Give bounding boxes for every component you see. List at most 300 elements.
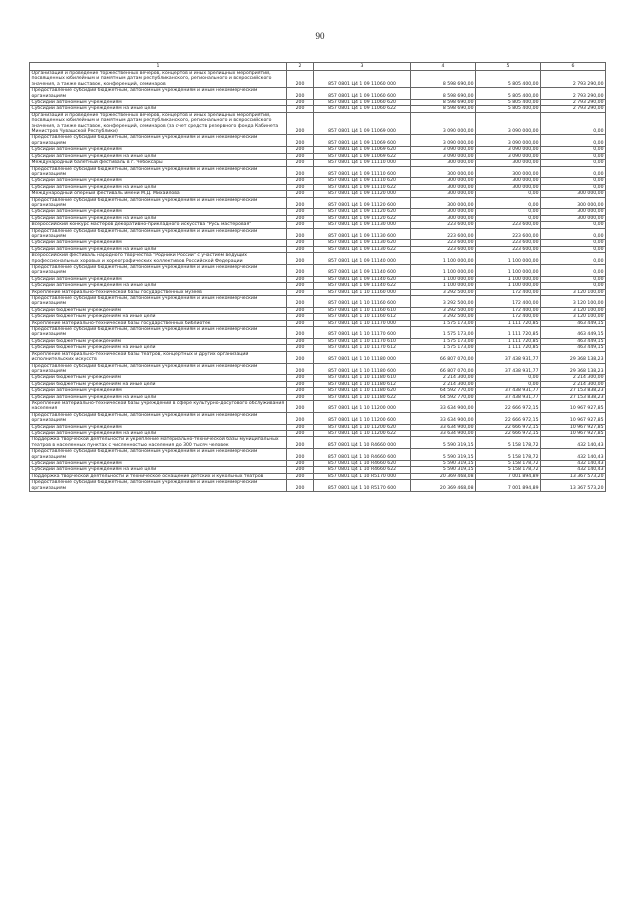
row-amount: 5 805 400,00: [476, 88, 541, 100]
row-amount: 223 600,00: [476, 228, 541, 240]
row-amount: 22 666 972,15: [476, 400, 541, 412]
row-amount: 2 793 290,00: [541, 71, 606, 88]
row-amount: 1 100 000,00: [411, 265, 476, 277]
row-amount: 37 438 931,77: [476, 388, 541, 394]
row-code: 200: [287, 228, 314, 240]
row-amount: 3 120 100,00: [541, 296, 606, 308]
row-classification-code: 857 0801 Ц4 1 09 11140 000: [314, 253, 411, 265]
row-amount: 223 600,00: [476, 246, 541, 252]
row-amount: 463 449,15: [541, 320, 606, 326]
row-description: Международный балетный фестиваль в г. Чебоксары: [30, 160, 287, 166]
row-classification-code: 857 0801 Ц4 1 10 11170 600: [314, 327, 411, 339]
row-code: 200: [287, 307, 314, 313]
row-code: 200: [287, 106, 314, 112]
row-code: 200: [287, 135, 314, 147]
row-description: Организация и проведение торжественных вечеров, концертов и иных зрелищных мероприятий, посвященных юбилейным и памятным датам республиканского, регионального и всероссийского значения, а также выставок, конференций, семинаров: [30, 71, 287, 88]
row-amount: 5 590 319,15: [411, 467, 476, 473]
row-amount: 300 000,00: [476, 160, 541, 166]
column-header: 3: [314, 63, 411, 71]
row-amount: 5 158 178,72: [476, 449, 541, 461]
row-amount: 10 967 927,85: [541, 412, 606, 424]
row-classification-code: 857 0801 Ц4 1 10 11160 600: [314, 296, 411, 308]
table-row: [30, 351, 606, 363]
row-amount: 5 590 319,15: [411, 461, 476, 467]
row-amount: 8 598 690,00: [411, 71, 476, 88]
row-description: Субсидии автономным учреждениям на иные цели: [30, 246, 287, 252]
row-description: Субсидии бюджетным учреждениям на иные цели: [30, 381, 287, 387]
row-description: Субсидии автономным учреждениям: [30, 209, 287, 215]
row-description: Укрепление материально-технической базы государственных музеев: [30, 289, 287, 295]
row-classification-code: 857 0801 Ц4 1 09 11110 000: [314, 160, 411, 166]
row-amount: 0,00: [541, 178, 606, 184]
row-amount: 64 592 770,00: [411, 394, 476, 400]
row-classification-code: 857 0801 Ц4 1 09 11069 000: [314, 112, 411, 135]
row-code: 200: [287, 345, 314, 351]
row-code: 200: [287, 314, 314, 320]
row-amount: 3 120 100,00: [541, 307, 606, 313]
row-amount: 33 634 900,00: [411, 430, 476, 436]
row-code: 200: [287, 191, 314, 197]
row-code: 200: [287, 437, 314, 449]
row-amount: 2 214 300,00: [541, 375, 606, 381]
row-description: Предоставление субсидий бюджетным, автономным учреждениям и иным некоммерческим организациям: [30, 296, 287, 308]
row-classification-code: 857 0801 Ц4 1 10 11200 622: [314, 430, 411, 436]
row-amount: 3 292 500,00: [411, 289, 476, 295]
row-amount: 1 100 000,00: [411, 283, 476, 289]
row-amount: 432 140,43: [541, 461, 606, 467]
row-amount: 0,00: [541, 222, 606, 228]
row-amount: 0,00: [541, 265, 606, 277]
row-code: 200: [287, 424, 314, 430]
row-amount: 10 967 927,85: [541, 400, 606, 412]
row-amount: 223 600,00: [411, 228, 476, 240]
row-code: 200: [287, 338, 314, 344]
budget-table: [29, 62, 606, 492]
column-header: 6: [541, 63, 606, 71]
row-classification-code: 857 0801 Ц4 1 10 11160 612: [314, 314, 411, 320]
row-amount: 300 000,00: [476, 166, 541, 178]
row-amount: 0,00: [541, 276, 606, 282]
row-amount: 172 400,00: [476, 289, 541, 295]
row-description: Субсидии автономным учреждениям на иные цели: [30, 430, 287, 436]
row-code: 200: [287, 320, 314, 326]
row-classification-code: 857 0801 Ц4 1 10 R4660 622: [314, 467, 411, 473]
row-amount: 1 100 000,00: [476, 276, 541, 282]
row-code: 200: [287, 480, 314, 492]
table-row: [30, 400, 606, 412]
row-code: 200: [287, 289, 314, 295]
row-amount: 300 000,00: [411, 215, 476, 221]
row-amount: 0,00: [541, 147, 606, 153]
table-row: [30, 363, 606, 375]
row-amount: 223 600,00: [411, 246, 476, 252]
table-row: [30, 327, 606, 339]
row-amount: 27 153 838,23: [541, 394, 606, 400]
row-amount: 0,00: [476, 381, 541, 387]
row-classification-code: 857 0801 Ц4 1 09 11120 000: [314, 191, 411, 197]
row-description: Укрепление материально-технической базы учреждений в сфере культурно-досугового обслуживания населения: [30, 400, 287, 412]
row-amount: 0,00: [476, 191, 541, 197]
row-amount: 300 000,00: [541, 209, 606, 215]
row-description: Субсидии бюджетным учреждениям: [30, 307, 287, 313]
row-amount: 0,00: [541, 184, 606, 190]
row-amount: 1 111 720,85: [476, 345, 541, 351]
row-amount: 22 666 972,15: [476, 430, 541, 436]
row-amount: 33 634 900,00: [411, 400, 476, 412]
row-amount: 300 000,00: [411, 160, 476, 166]
row-amount: 463 449,15: [541, 327, 606, 339]
row-amount: 0,00: [541, 160, 606, 166]
row-amount: 1 100 000,00: [411, 276, 476, 282]
row-classification-code: 857 0801 Ц4 1 10 11170 000: [314, 320, 411, 326]
row-classification-code: 857 0801 Ц4 1 09 11110 620: [314, 178, 411, 184]
row-amount: 300 000,00: [411, 178, 476, 184]
row-classification-code: 857 0801 Ц4 1 09 11110 622: [314, 184, 411, 190]
row-amount: 37 438 931,77: [476, 394, 541, 400]
row-description: Предоставление субсидий бюджетным, автономным учреждениям и иным некоммерческим организациям: [30, 228, 287, 240]
row-amount: 37 438 931,77: [476, 351, 541, 363]
row-amount: 5 590 319,15: [411, 437, 476, 449]
row-description: Субсидии бюджетным учреждениям: [30, 338, 287, 344]
row-description: Всероссийский конкурс мастеров декоративно-прикладного искусства "Русь мастеровая": [30, 222, 287, 228]
row-amount: 3 090 000,00: [411, 153, 476, 159]
row-amount: 300 000,00: [476, 184, 541, 190]
row-classification-code: 857 0801 Ц4 1 09 11120 622: [314, 215, 411, 221]
row-amount: 223 600,00: [476, 222, 541, 228]
table-row: [30, 437, 606, 449]
row-classification-code: 857 0801 Ц4 1 09 11069 600: [314, 135, 411, 147]
row-amount: 3 090 000,00: [476, 135, 541, 147]
row-amount: 0,00: [541, 112, 606, 135]
row-amount: 3 292 500,00: [411, 307, 476, 313]
row-classification-code: 857 0801 Ц4 1 10 R4660 000: [314, 437, 411, 449]
row-description: Укрепление материально-технической базы государственных библиотек: [30, 320, 287, 326]
row-amount: 2 793 290,00: [541, 106, 606, 112]
row-code: 200: [287, 461, 314, 467]
row-amount: 29 368 138,23: [541, 351, 606, 363]
row-code: 200: [287, 276, 314, 282]
row-amount: 8 598 690,00: [411, 106, 476, 112]
table-row: [30, 228, 606, 240]
row-amount: 3 090 000,00: [411, 147, 476, 153]
table-row: [30, 112, 606, 135]
row-amount: 0,00: [541, 253, 606, 265]
row-amount: 7 001 894,89: [476, 480, 541, 492]
row-amount: 2 793 290,00: [541, 100, 606, 106]
row-amount: 300 000,00: [476, 178, 541, 184]
table-row: [30, 71, 606, 88]
row-amount: 0,00: [476, 375, 541, 381]
table-row: [30, 265, 606, 277]
row-amount: 223 600,00: [476, 240, 541, 246]
row-code: 200: [287, 88, 314, 100]
row-description: Поддержка творческой деятельности и укрепление материально-технической базы муниципальных театров в населенных пунктах с численностью населения до 300 тысяч человек: [30, 437, 287, 449]
row-amount: 37 438 931,77: [476, 363, 541, 375]
column-header: 5: [476, 63, 541, 71]
row-description: Поддержка творческой деятельности и техническое оснащение детских и кукольных театров: [30, 473, 287, 479]
row-description: Предоставление субсидий бюджетным, автономным учреждениям и иным некоммерческим организациям: [30, 88, 287, 100]
row-classification-code: 857 0801 Ц4 1 10 11160 610: [314, 307, 411, 313]
row-description: Предоставление субсидий бюджетным, автономным учреждениям и иным некоммерческим организациям: [30, 449, 287, 461]
row-description: Субсидии автономным учреждениям: [30, 388, 287, 394]
row-amount: 5 590 319,15: [411, 449, 476, 461]
row-amount: 172 400,00: [476, 314, 541, 320]
column-header: 4: [411, 63, 476, 71]
row-code: 200: [287, 283, 314, 289]
row-amount: 0,00: [541, 166, 606, 178]
column-header: 2: [287, 63, 314, 71]
row-code: 200: [287, 394, 314, 400]
row-amount: 3 090 000,00: [476, 112, 541, 135]
row-amount: 0,00: [541, 153, 606, 159]
row-amount: 0,00: [541, 135, 606, 147]
row-code: 200: [287, 400, 314, 412]
row-classification-code: 857 0801 Ц4 1 10 11180 620: [314, 388, 411, 394]
row-classification-code: 857 0801 Ц4 1 09 11130 000: [314, 222, 411, 228]
row-amount: 33 634 900,00: [411, 424, 476, 430]
column-header: 1: [30, 63, 287, 71]
row-amount: 300 000,00: [541, 215, 606, 221]
row-description: Субсидии автономным учреждениям: [30, 461, 287, 467]
row-description: Укрепление материально-технической базы театров, концертных и других организаций исполнительских искусств: [30, 351, 287, 363]
row-code: 200: [287, 388, 314, 394]
row-amount: 3 090 000,00: [411, 112, 476, 135]
row-description: Международный оперный фестиваль имени М.Д. Михайлова: [30, 191, 287, 197]
row-code: 200: [287, 71, 314, 88]
row-description: Субсидии автономным учреждениям на иные цели: [30, 106, 287, 112]
row-amount: 0,00: [541, 228, 606, 240]
row-classification-code: 857 0801 Ц4 1 09 11130 600: [314, 228, 411, 240]
row-description: Субсидии автономным учреждениям: [30, 424, 287, 430]
table-row: [30, 296, 606, 308]
row-description: Предоставление субсидий бюджетным, автономным учреждениям и иным некоммерческим организациям: [30, 412, 287, 424]
row-code: 200: [287, 430, 314, 436]
row-classification-code: 857 0801 Ц4 1 09 11140 622: [314, 283, 411, 289]
table-row: [30, 166, 606, 178]
row-amount: 300 000,00: [411, 197, 476, 209]
row-amount: 3 120 100,00: [541, 289, 606, 295]
row-classification-code: 857 0801 Ц4 1 10 R5170 000: [314, 473, 411, 479]
row-amount: 64 592 770,00: [411, 388, 476, 394]
row-classification-code: 857 0801 Ц4 1 09 11060 000: [314, 71, 411, 88]
row-amount: 66 807 070,00: [411, 351, 476, 363]
row-description: Субсидии автономным учреждениям: [30, 100, 287, 106]
row-amount: 22 666 972,15: [476, 412, 541, 424]
row-amount: 1 100 000,00: [411, 253, 476, 265]
row-amount: 7 001 894,89: [476, 473, 541, 479]
row-amount: 5 158 178,72: [476, 467, 541, 473]
row-classification-code: 857 0801 Ц4 1 10 11170 610: [314, 338, 411, 344]
row-classification-code: 857 0801 Ц4 1 09 11060 620: [314, 100, 411, 106]
row-code: 200: [287, 296, 314, 308]
row-code: 200: [287, 166, 314, 178]
row-amount: 5 805 400,00: [476, 106, 541, 112]
row-amount: 1 575 173,00: [411, 320, 476, 326]
row-classification-code: 857 0801 Ц4 1 10 11180 622: [314, 394, 411, 400]
row-code: 200: [287, 381, 314, 387]
row-amount: 10 967 927,85: [541, 424, 606, 430]
row-description: Субсидии автономным учреждениям: [30, 240, 287, 246]
row-amount: 172 400,00: [476, 307, 541, 313]
row-code: 200: [287, 327, 314, 339]
row-amount: 1 575 173,00: [411, 338, 476, 344]
row-description: Предоставление субсидий бюджетным, автономным учреждениям и иным некоммерческим организациям: [30, 166, 287, 178]
row-description: Предоставление субсидий бюджетным, автономным учреждениям и иным некоммерческим организациям: [30, 197, 287, 209]
row-description: Субсидии автономным учреждениям: [30, 178, 287, 184]
row-amount: 3 292 500,00: [411, 314, 476, 320]
table-body: [30, 71, 606, 492]
row-amount: 0,00: [541, 240, 606, 246]
row-classification-code: 857 0801 Ц4 1 10 11180 000: [314, 351, 411, 363]
row-amount: 8 598 690,00: [411, 100, 476, 106]
row-amount: 3 090 000,00: [476, 147, 541, 153]
row-classification-code: 857 0801 Ц4 1 09 11140 600: [314, 265, 411, 277]
row-classification-code: 857 0801 Ц4 1 09 11120 600: [314, 197, 411, 209]
row-code: 200: [287, 197, 314, 209]
row-amount: 300 000,00: [541, 191, 606, 197]
table-row: [30, 135, 606, 147]
row-amount: 463 449,15: [541, 338, 606, 344]
row-amount: 0,00: [541, 246, 606, 252]
row-classification-code: 857 0801 Ц4 1 10 R4660 600: [314, 449, 411, 461]
row-description: Субсидии бюджетным учреждениям: [30, 375, 287, 381]
row-classification-code: 857 0801 Ц4 1 09 11069 620: [314, 147, 411, 153]
row-code: 200: [287, 467, 314, 473]
row-amount: 2 214 300,00: [411, 375, 476, 381]
row-amount: 2 214 300,00: [541, 381, 606, 387]
row-amount: 0,00: [541, 283, 606, 289]
row-classification-code: 857 0801 Ц4 1 09 11130 620: [314, 240, 411, 246]
row-amount: 66 807 070,00: [411, 363, 476, 375]
row-code: 200: [287, 160, 314, 166]
row-description: Субсидии автономным учреждениям на иные цели: [30, 283, 287, 289]
row-amount: 223 600,00: [411, 240, 476, 246]
row-amount: 5 805 400,00: [476, 100, 541, 106]
row-amount: 1 111 720,85: [476, 327, 541, 339]
row-amount: 5 158 178,72: [476, 461, 541, 467]
row-amount: 0,00: [476, 209, 541, 215]
row-amount: 463 449,15: [541, 345, 606, 351]
row-amount: 1 100 000,00: [476, 253, 541, 265]
row-code: 200: [287, 222, 314, 228]
row-classification-code: 857 0801 Ц4 1 10 R5170 600: [314, 480, 411, 492]
row-description: Предоставление субсидий бюджетным, автономным учреждениям и иным некоммерческим организациям: [30, 265, 287, 277]
row-code: 200: [287, 147, 314, 153]
row-amount: 22 666 972,15: [476, 424, 541, 430]
row-code: 200: [287, 112, 314, 135]
row-description: Предоставление субсидий бюджетным, автономным учреждениям и иным некоммерческим организациям: [30, 135, 287, 147]
row-description: Субсидии автономным учреждениям на иные цели: [30, 394, 287, 400]
row-description: Субсидии бюджетным учреждениям на иные цели: [30, 314, 287, 320]
row-description: Предоставление субсидий бюджетным, автономным учреждениям и иным некоммерческим организациям: [30, 363, 287, 375]
row-code: 200: [287, 449, 314, 461]
row-description: Субсидии автономным учреждениям на иные цели: [30, 153, 287, 159]
row-amount: 1 100 000,00: [476, 265, 541, 277]
row-code: 200: [287, 265, 314, 277]
table-row: [30, 197, 606, 209]
row-amount: 3 120 100,00: [541, 314, 606, 320]
row-amount: 5 805 400,00: [476, 71, 541, 88]
row-amount: 3 090 000,00: [476, 153, 541, 159]
row-amount: 3 090 000,00: [411, 135, 476, 147]
row-amount: 8 598 690,00: [411, 88, 476, 100]
row-code: 200: [287, 412, 314, 424]
row-classification-code: 857 0801 Ц4 1 10 11160 000: [314, 289, 411, 295]
row-amount: 223 600,00: [411, 222, 476, 228]
row-amount: 1 100 000,00: [476, 283, 541, 289]
row-amount: 33 634 900,00: [411, 412, 476, 424]
row-classification-code: 857 0801 Ц4 1 10 11200 620: [314, 424, 411, 430]
row-code: 200: [287, 209, 314, 215]
row-amount: 432 140,43: [541, 437, 606, 449]
row-classification-code: 857 0801 Ц4 1 09 11060 600: [314, 88, 411, 100]
row-amount: 300 000,00: [411, 191, 476, 197]
row-classification-code: 857 0801 Ц4 1 10 11180 600: [314, 363, 411, 375]
row-code: 200: [287, 253, 314, 265]
row-classification-code: 857 0801 Ц4 1 10 R4660 620: [314, 461, 411, 467]
row-code: 200: [287, 240, 314, 246]
row-amount: 432 140,43: [541, 449, 606, 461]
table-row: [30, 449, 606, 461]
row-classification-code: 857 0801 Ц4 1 10 11200 000: [314, 400, 411, 412]
table-row: [30, 480, 606, 492]
row-amount: 13 367 573,20: [541, 480, 606, 492]
row-description: Субсидии бюджетным учреждениям на иные цели: [30, 345, 287, 351]
row-amount: 1 111 720,85: [476, 338, 541, 344]
row-code: 200: [287, 153, 314, 159]
row-code: 200: [287, 351, 314, 363]
row-amount: 300 000,00: [411, 209, 476, 215]
row-classification-code: 857 0801 Ц4 1 09 11120 620: [314, 209, 411, 215]
table-header-row: [30, 63, 606, 71]
row-description: Субсидии автономным учреждениям на иные цели: [30, 467, 287, 473]
row-amount: 1 575 173,00: [411, 345, 476, 351]
row-classification-code: 857 0801 Ц4 1 10 11180 612: [314, 381, 411, 387]
row-code: 200: [287, 246, 314, 252]
row-code: 200: [287, 184, 314, 190]
row-code: 200: [287, 375, 314, 381]
row-amount: 20 369 468,08: [411, 480, 476, 492]
row-amount: 432 140,43: [541, 467, 606, 473]
row-classification-code: 857 0801 Ц4 1 10 11170 612: [314, 345, 411, 351]
table-row: [30, 253, 606, 265]
row-code: 200: [287, 215, 314, 221]
table-row: [30, 412, 606, 424]
row-classification-code: 857 0801 Ц4 1 09 11130 622: [314, 246, 411, 252]
row-classification-code: 857 0801 Ц4 1 10 11180 610: [314, 375, 411, 381]
row-classification-code: 857 0801 Ц4 1 09 11069 622: [314, 153, 411, 159]
row-amount: 27 153 838,23: [541, 388, 606, 394]
row-amount: 300 000,00: [411, 184, 476, 190]
row-description: Предоставление субсидий бюджетным, автономным учреждениям и иным некоммерческим организациям: [30, 327, 287, 339]
row-amount: 2 793 290,00: [541, 88, 606, 100]
row-amount: 0,00: [476, 215, 541, 221]
row-amount: 1 111 720,85: [476, 320, 541, 326]
row-amount: 2 214 300,00: [411, 381, 476, 387]
row-description: Субсидии автономным учреждениям: [30, 147, 287, 153]
row-classification-code: 857 0801 Ц4 1 09 11060 622: [314, 106, 411, 112]
row-description: Организация и проведение торжественных вечеров, концертов и иных зрелищных мероприятий, посвященных юбилейным и памятным датам республиканского, регионального и всероссийского значения, а также выставок, конференций, семинаров (за счет средств резервного фонда Кабинета Министров Чувашской Республики): [30, 112, 287, 135]
row-classification-code: 857 0801 Ц4 1 09 11110 600: [314, 166, 411, 178]
row-description: Всероссийский фестиваль народного творчества "Родники России" с участием ведущих профессиональных хоровых и хореографических коллективов Российской Федерации: [30, 253, 287, 265]
table-row: [30, 88, 606, 100]
row-amount: 300 000,00: [541, 197, 606, 209]
row-code: 200: [287, 363, 314, 375]
row-classification-code: 857 0801 Ц4 1 09 11140 620: [314, 276, 411, 282]
row-code: 200: [287, 178, 314, 184]
row-amount: 20 369 468,08: [411, 473, 476, 479]
row-description: Субсидии автономным учреждениям: [30, 276, 287, 282]
